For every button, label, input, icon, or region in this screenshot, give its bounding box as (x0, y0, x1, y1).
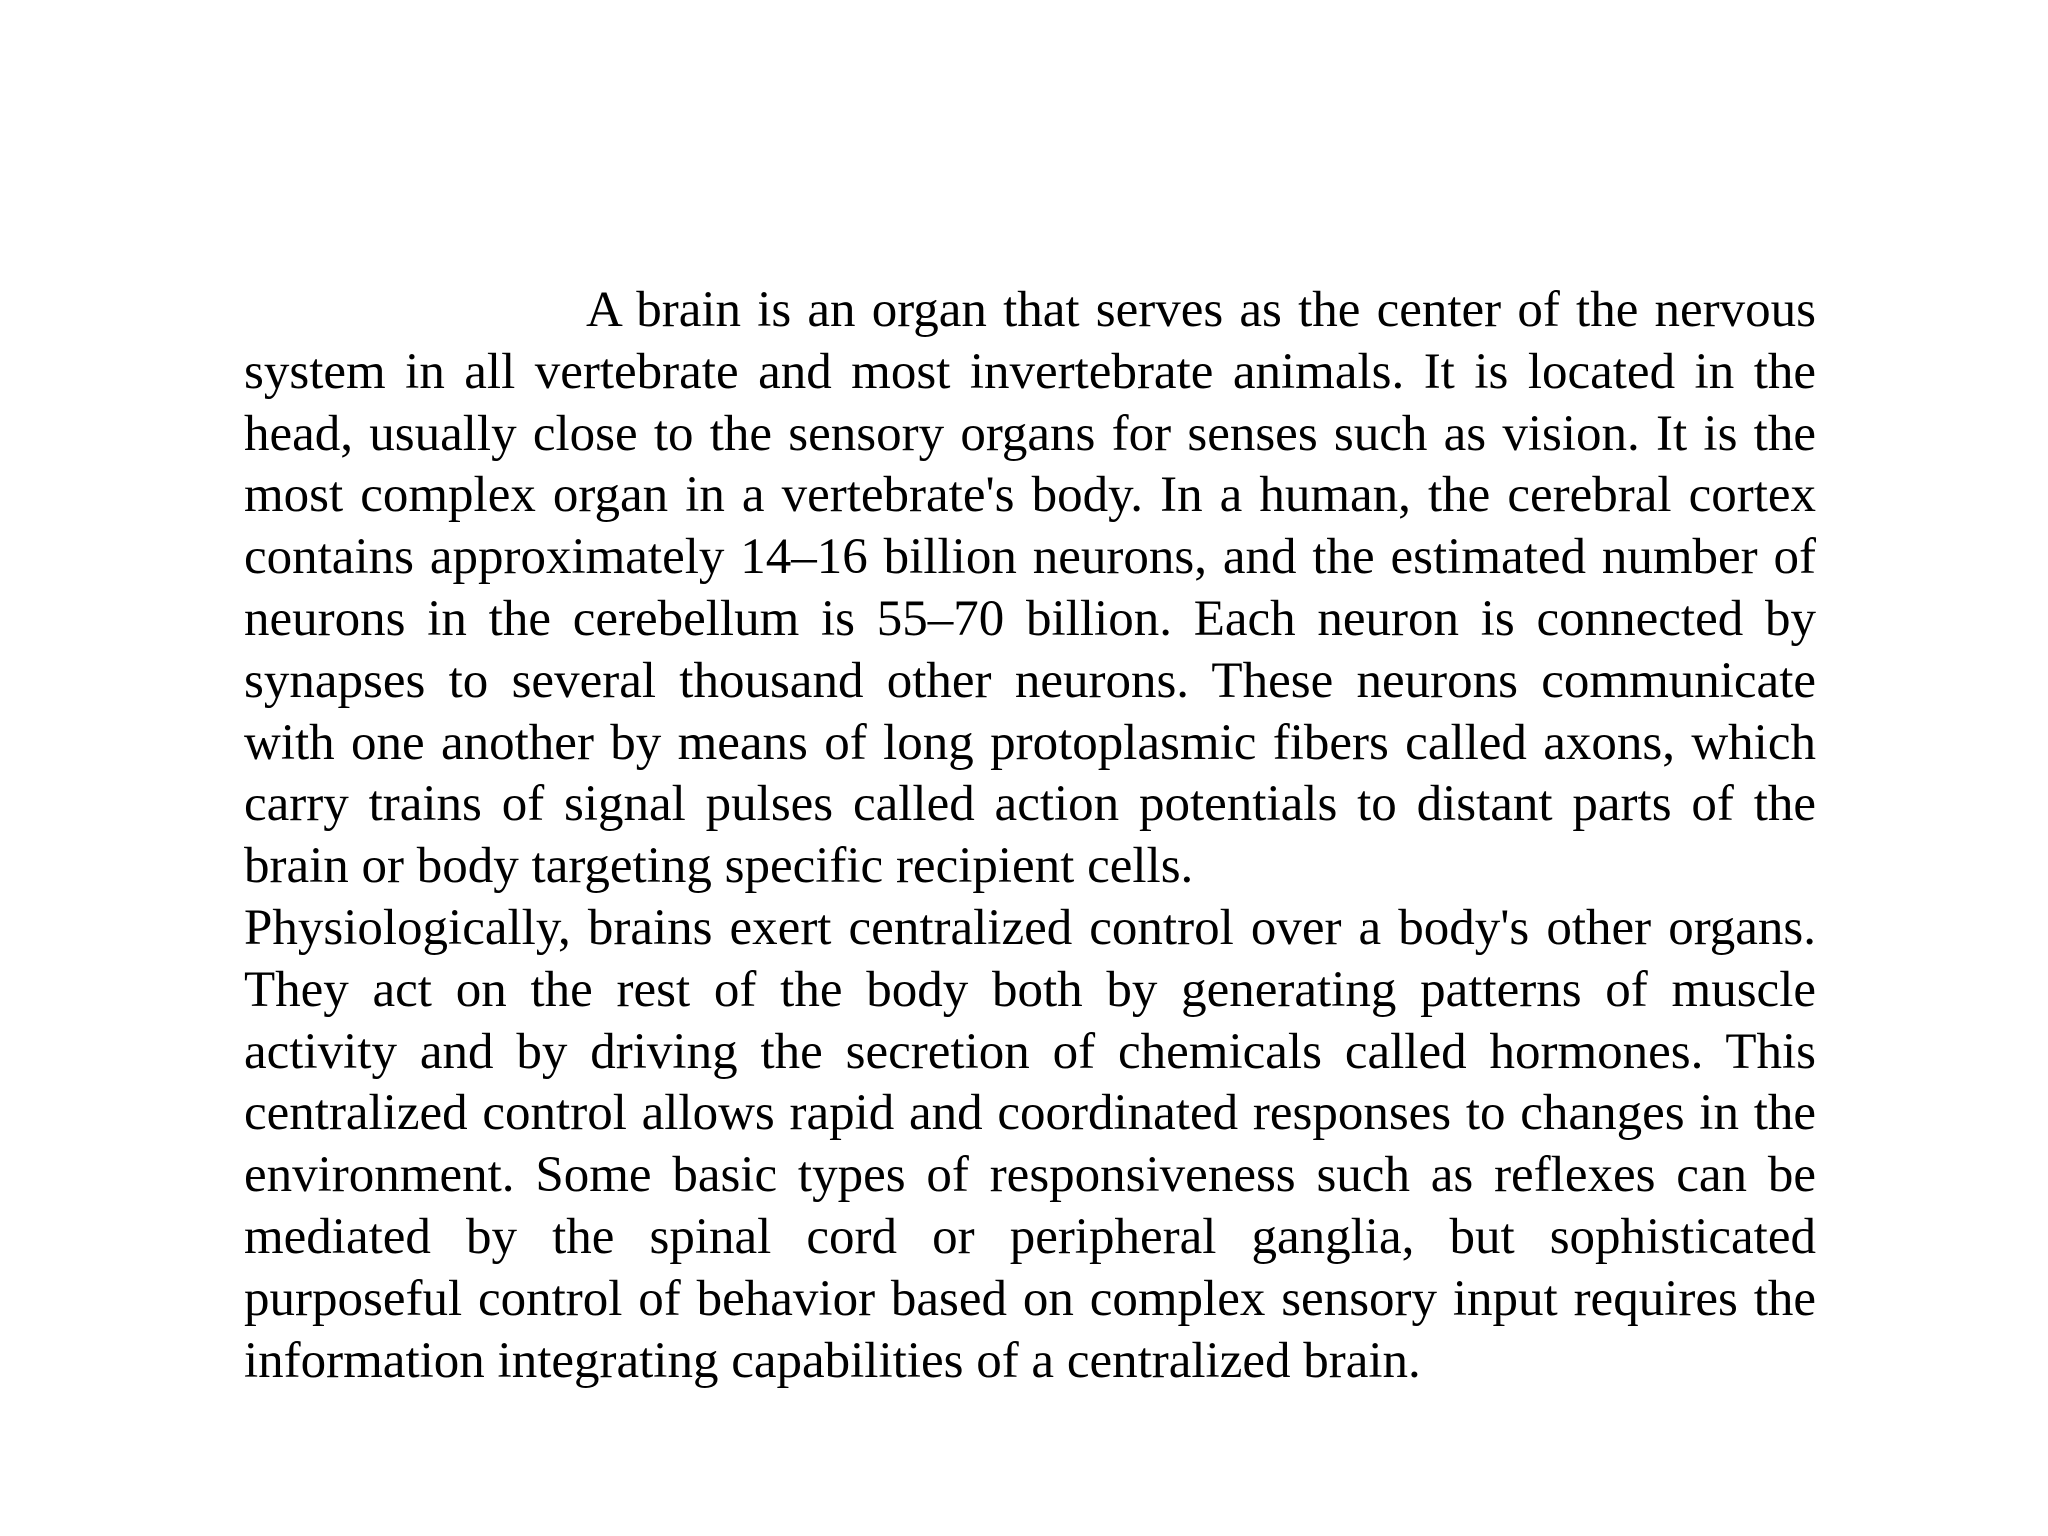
paragraph-2: Physiologically, brains exert centralized control over a body's other organs. They act on the rest of the body both by generating patterns of muscle activity and by driving the secretion of chemicals called hormones. This centralized control allows rapid and coordinated responses to changes in the environment. Some basic types of responsiveness such as reflexes can be mediated by the spinal cord or peripheral ganglia, but sophisticated purposeful control of behavior based on complex sensory input requires the information integrating capabilities of a centralized brain. (244, 899, 1816, 1389)
body-text (244, 280, 1816, 1392)
paragraph-1: A brain is an organ that serves as the center of the nervous system in all vertebrate and most invertebrate animals. It is located in the head, usually close to the sensory organs for senses such as vision. It is the most complex organ in a vertebrate's body. In a human, the cerebral cortex contains approximately 14–16 billion neurons, and the estimated number of neurons in the cerebellum is 55–70 billion. Each neuron is connected by synapses to several thousand other neurons. These neurons communicate with one another by means of long protoplasmic fibers called axons, which carry trains of signal pulses called action potentials to distant parts of the brain or body targeting specific recipient cells. (244, 282, 1816, 895)
